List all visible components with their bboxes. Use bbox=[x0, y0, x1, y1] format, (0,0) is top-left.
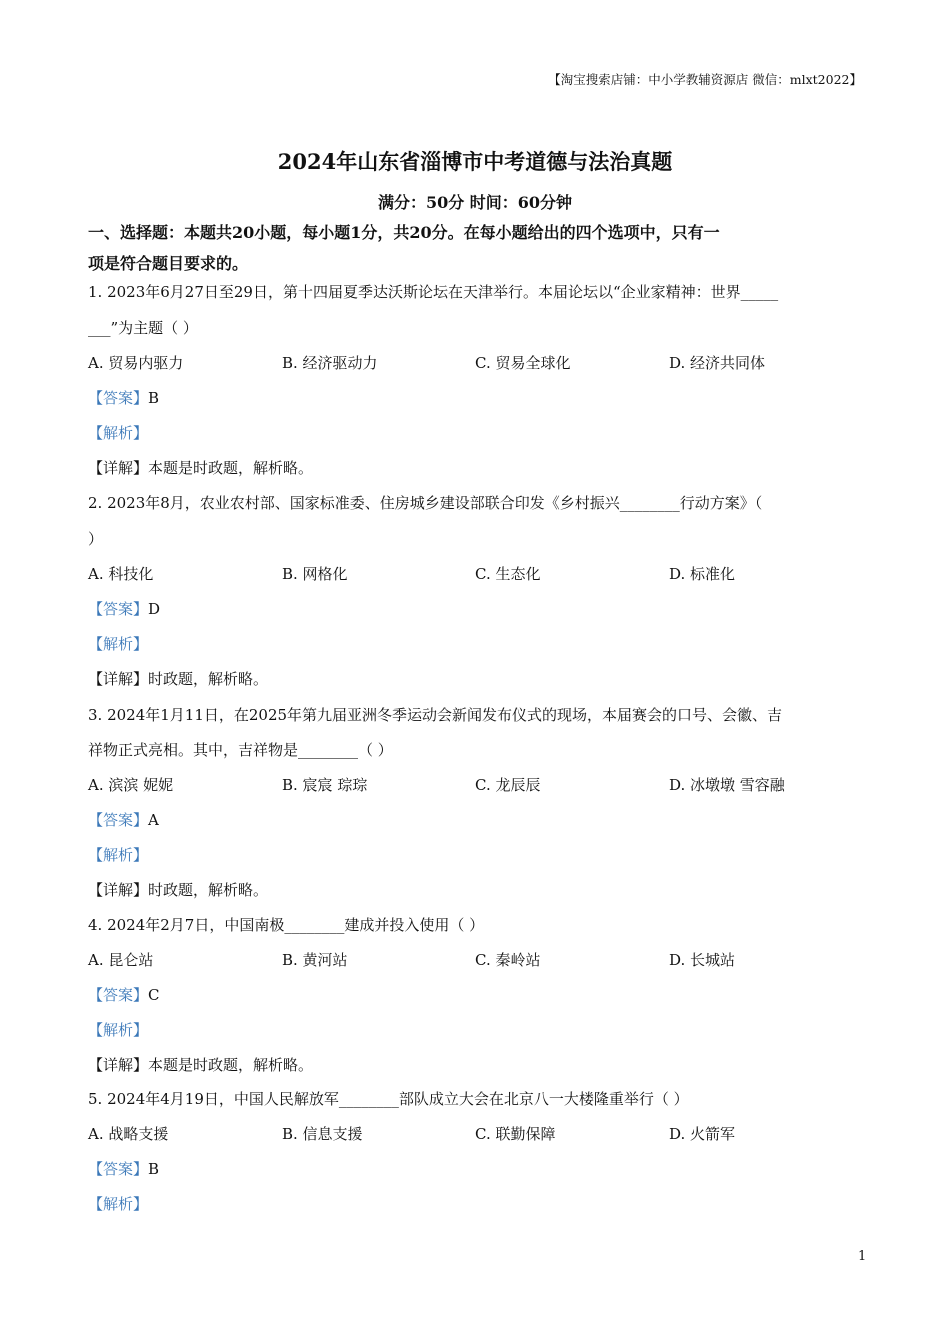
q5-answer bbox=[88, 1158, 159, 1179]
q4-option-c: C. 秦岭站 bbox=[475, 951, 541, 969]
q5-option-c: C. 联勤保障 bbox=[475, 1125, 556, 1143]
q1-analysis-label: 【解析】 bbox=[88, 424, 149, 442]
q5-analysis-label: 【解析】 bbox=[88, 1195, 149, 1213]
q2-stem-line2: ） bbox=[88, 530, 104, 548]
q3-analysis-label: 【解析】 bbox=[88, 846, 149, 864]
page-number: 1 bbox=[858, 1249, 867, 1264]
q4-detail bbox=[88, 1054, 313, 1075]
answer-value: A bbox=[148, 811, 159, 829]
exam-subtitle: 满分：50分 时间：60分钟 bbox=[377, 193, 573, 212]
answer-label: 【答案】 bbox=[88, 986, 149, 1004]
q1-option-a: A. 贸易内驱力 bbox=[88, 354, 184, 372]
q4-option-d: D. 长城站 bbox=[669, 951, 736, 969]
detail-label: 【详解】 bbox=[88, 1056, 149, 1074]
answer-value: B bbox=[148, 1160, 160, 1178]
detail-text: 本题是时政题，解析略。 bbox=[148, 459, 314, 477]
q3-detail bbox=[88, 879, 268, 900]
header-note: 【淘宝搜索店铺：中小学教辅资源店 微信：mlxt2022】 bbox=[548, 72, 862, 87]
q2-detail bbox=[88, 668, 268, 689]
q1-option-d: D. 经济共同体 bbox=[669, 354, 766, 372]
detail-text: 本题是时政题，解析略。 bbox=[148, 1056, 314, 1074]
answer-value: B bbox=[148, 389, 160, 407]
q4-answer bbox=[88, 984, 160, 1005]
answer-value: C bbox=[148, 986, 160, 1004]
q1-detail bbox=[88, 457, 313, 478]
q1-option-b: B. 经济驱动力 bbox=[282, 354, 378, 372]
q5-stem-line1: 5. 2024年4月19日，中国人民解放军________部队成立大会在北京八一大楼隆重举行（ ） bbox=[88, 1090, 689, 1108]
q3-answer bbox=[88, 809, 159, 830]
q3-option-d: D. 冰墩墩 雪容融 bbox=[669, 776, 785, 794]
answer-value: D bbox=[148, 600, 161, 618]
q5-option-d: D. 火箭军 bbox=[669, 1125, 736, 1143]
q3-stem-line1: 3. 2024年1月11日，在2025年第九届亚洲冬季运动会新闻发布仪式的现场，本届赛会的口号、会徽、吉 bbox=[88, 706, 783, 724]
detail-text: 时政题，解析略。 bbox=[148, 881, 269, 899]
section-heading-line2: 项是符合题目要求的。 bbox=[88, 254, 249, 273]
q4-stem-line1: 4. 2024年2月7日，中国南极________建成并投入使用（ ） bbox=[88, 916, 485, 934]
detail-label: 【详解】 bbox=[88, 459, 149, 477]
q2-option-c: C. 生态化 bbox=[475, 565, 541, 583]
q2-stem-line1: 2. 2023年8月，农业农村部、国家标准委、住房城乡建设部联合印发《乡村振兴________行动方案》（ bbox=[88, 494, 763, 512]
q1-answer bbox=[88, 387, 159, 408]
q3-stem-line2: 祥物正式亮相。其中，吉祥物是________（ ） bbox=[88, 741, 393, 759]
q1-option-c: C. 贸易全球化 bbox=[475, 354, 571, 372]
answer-label: 【答案】 bbox=[88, 389, 149, 407]
q3-option-a: A. 滨滨 妮妮 bbox=[88, 776, 174, 794]
q2-analysis-label: 【解析】 bbox=[88, 635, 149, 653]
detail-label: 【详解】 bbox=[88, 881, 149, 899]
answer-label: 【答案】 bbox=[88, 1160, 149, 1178]
q2-option-b: B. 网格化 bbox=[282, 565, 348, 583]
q4-analysis-label: 【解析】 bbox=[88, 1021, 149, 1039]
detail-label: 【详解】 bbox=[88, 670, 149, 688]
q4-option-a: A. 昆仑站 bbox=[88, 951, 154, 969]
answer-label: 【答案】 bbox=[88, 811, 149, 829]
section-heading-line1: 一、选择题：本题共20小题，每小题1分，共20分。在每小题给出的四个选项中，只有一 bbox=[88, 223, 720, 242]
detail-text: 时政题，解析略。 bbox=[148, 670, 269, 688]
q1-stem-line1: 1. 2023年6月27日至29日，第十四届夏季达沃斯论坛在天津举行。本届论坛以“企业家精神：世界_____ bbox=[88, 283, 779, 301]
answer-label: 【答案】 bbox=[88, 600, 149, 618]
q5-option-b: B. 信息支援 bbox=[282, 1125, 363, 1143]
page-title: 2024年山东省淄博市中考道德与法治真题 bbox=[277, 149, 673, 174]
q4-option-b: B. 黄河站 bbox=[282, 951, 348, 969]
q3-option-c: C. 龙辰辰 bbox=[475, 776, 541, 794]
q2-option-d: D. 标准化 bbox=[669, 565, 736, 583]
q1-stem-line2: ___”为主题（ ） bbox=[88, 319, 198, 337]
q5-option-a: A. 战略支援 bbox=[88, 1125, 169, 1143]
q2-option-a: A. 科技化 bbox=[88, 565, 154, 583]
q2-answer bbox=[88, 598, 160, 619]
q3-option-b: B. 宸宸 琮琮 bbox=[282, 776, 368, 794]
